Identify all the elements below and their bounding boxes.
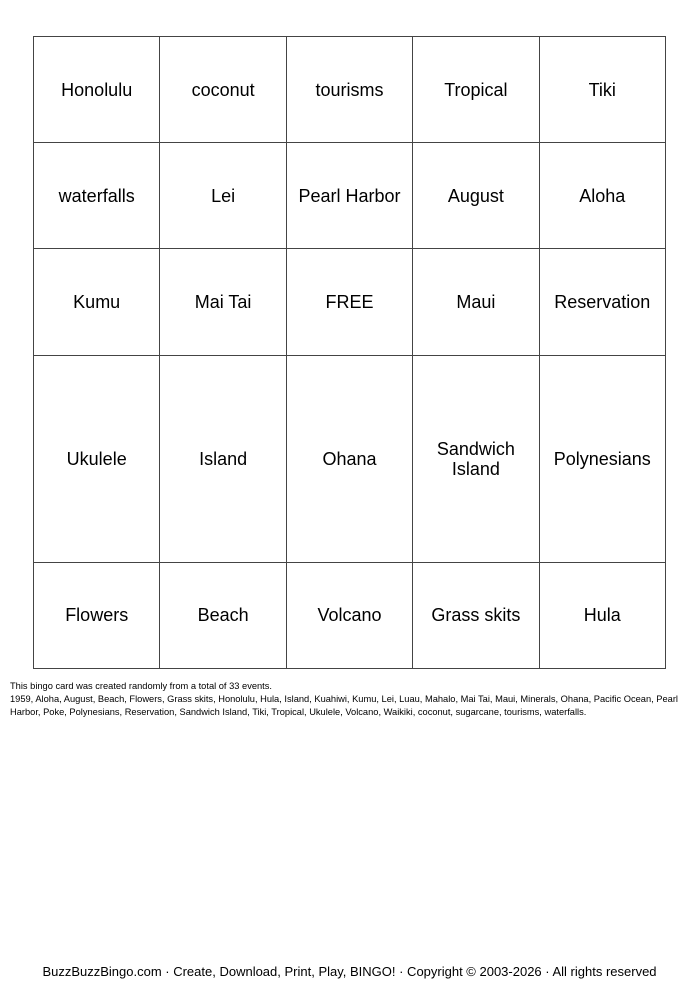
bingo-row bbox=[34, 355, 666, 562]
bingo-row bbox=[34, 562, 666, 668]
bingo-row bbox=[34, 143, 666, 249]
bingo-cell: August bbox=[413, 143, 539, 249]
bingo-cell: Grass skits bbox=[413, 562, 539, 668]
bingo-cell: Pearl Harbor bbox=[286, 143, 412, 249]
bingo-cell: Island bbox=[160, 355, 286, 562]
bingo-cell: Ohana bbox=[286, 355, 412, 562]
page-footer: BuzzBuzzBingo.com · Create, Download, Print, Play, BINGO! · Copyright © 2003-2026 · All rights reserved bbox=[42, 964, 657, 979]
bingo-card bbox=[33, 36, 666, 669]
bingo-cell: Kumu bbox=[34, 249, 160, 355]
bingo-cell: Ukulele bbox=[34, 355, 160, 562]
events-note bbox=[10, 680, 690, 719]
bingo-row bbox=[34, 249, 666, 355]
bingo-cell: Honolulu bbox=[34, 37, 160, 143]
bingo-cell: coconut bbox=[160, 37, 286, 143]
bingo-cell: Maui bbox=[413, 249, 539, 355]
bingo-cell: Volcano bbox=[286, 562, 412, 668]
bingo-cell: Mai Tai bbox=[160, 249, 286, 355]
bingo-row bbox=[34, 37, 666, 143]
bingo-cell: Tropical bbox=[413, 37, 539, 143]
bingo-cell: Reservation bbox=[539, 249, 665, 355]
events-summary: This bingo card was created randomly from a total of 33 events. bbox=[10, 681, 272, 691]
events-list: 1959, Aloha, August, Beach, Flowers, Grass skits, Honolulu, Hula, Island, Kuahiwi, Kumu, Lei, Luau, Mahalo, Mai Tai, Maui, Minerals, Ohana, Pacific Ocean, Pearl Harbor, Poke, Polynesians, Reservation, Sandwich Island, Tiki, Tropical, Ukulele, Volcano, Waikiki, coconut, sugarcane, tourisms, waterfalls. bbox=[10, 694, 678, 717]
bingo-cell: Lei bbox=[160, 143, 286, 249]
bingo-free-cell: FREE bbox=[286, 249, 412, 355]
bingo-cell: tourisms bbox=[286, 37, 412, 143]
bingo-cell: waterfalls bbox=[34, 143, 160, 249]
bingo-cell: Tiki bbox=[539, 37, 665, 143]
bingo-cell: Sandwich Island bbox=[413, 355, 539, 562]
bingo-cell: Hula bbox=[539, 562, 665, 668]
bingo-cell: Polynesians bbox=[539, 355, 665, 562]
bingo-cell: Beach bbox=[160, 562, 286, 668]
bingo-cell: Aloha bbox=[539, 143, 665, 249]
bingo-cell: Flowers bbox=[34, 562, 160, 668]
